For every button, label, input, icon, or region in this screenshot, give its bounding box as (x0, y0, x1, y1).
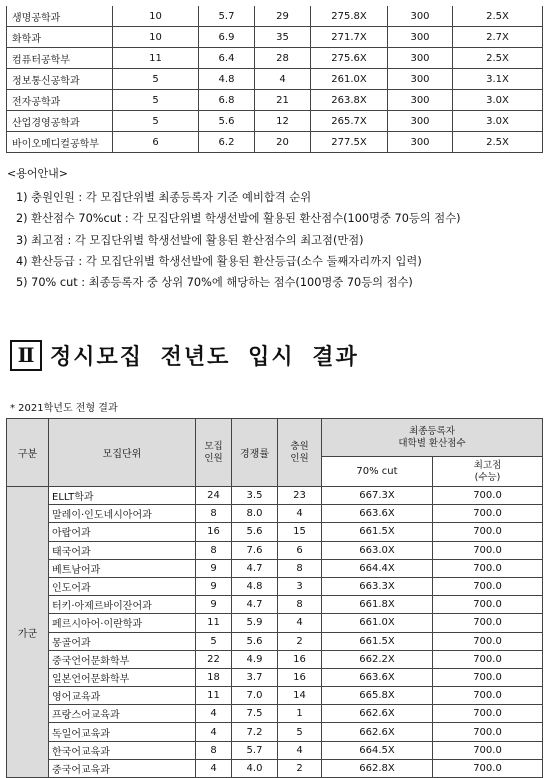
table-row (7, 650, 543, 668)
table-cell: 6 (278, 541, 322, 559)
table-cell: 컴퓨터공학부 (7, 48, 113, 69)
unit-name-cell: 몽골어과 (49, 632, 196, 650)
table-cell: 11 (196, 687, 232, 705)
table-cell: 6.9 (199, 27, 255, 48)
table-row (7, 505, 543, 523)
header-max-line2: (수능) (474, 471, 501, 483)
table-cell: 22 (196, 650, 232, 668)
table-cell: 4 (278, 614, 322, 632)
table-row (7, 523, 543, 541)
table-cell: 700.0 (433, 505, 543, 523)
table-cell: 265.7X (311, 111, 388, 132)
table-cell: 5 (113, 111, 199, 132)
table-cell: 300 (388, 111, 453, 132)
table-cell: 5.6 (232, 523, 278, 541)
admission-results-body (7, 487, 543, 778)
table-cell: 정보통신공학과 (7, 69, 113, 90)
table-cell: 661.0X (322, 614, 433, 632)
table-cell: 3 (278, 577, 322, 595)
table-cell: 2.7X (453, 27, 543, 48)
table-cell: 700.0 (433, 577, 543, 595)
table-row (7, 723, 543, 741)
table-cell: 300 (388, 69, 453, 90)
table-cell: 261.0X (311, 69, 388, 90)
table-cell: 700.0 (433, 614, 543, 632)
table-cell: 700.0 (433, 523, 543, 541)
table-cell: 8.0 (232, 505, 278, 523)
table-cell: 2.5X (453, 48, 543, 69)
table-cell: 2 (278, 759, 322, 777)
header-cut70: 70% cut (322, 457, 433, 487)
table-cell: 8 (196, 505, 232, 523)
table-cell: 275.8X (311, 6, 388, 27)
table-cell: 산업경영공학과 (7, 111, 113, 132)
table-row (7, 27, 543, 48)
table-cell: 5 (113, 69, 199, 90)
table-cell: 생명공학과 (7, 6, 113, 27)
table-cell: 8 (196, 741, 232, 759)
table-cell: 2 (278, 632, 322, 650)
unit-name-cell: 영어교육과 (49, 687, 196, 705)
table-cell: 7.5 (232, 705, 278, 723)
unit-name-cell: 아랍어과 (49, 523, 196, 541)
table-cell: 12 (255, 111, 311, 132)
table-cell: 4 (196, 759, 232, 777)
table-row (7, 687, 543, 705)
header-quota-line2: 인원 (204, 452, 223, 464)
table-row (7, 705, 543, 723)
table-cell: 3.5 (232, 487, 278, 505)
table-cell: 29 (255, 6, 311, 27)
table-row (7, 741, 543, 759)
unit-name-cell: 중국언어문화학부 (49, 650, 196, 668)
table-caption: * 2021학년도 전형 결과 (10, 403, 118, 414)
table-row (7, 759, 543, 777)
table-cell: 664.4X (322, 559, 433, 577)
table-cell: 4.0 (232, 759, 278, 777)
unit-name-cell: 터키·아제르바이잔어과 (49, 596, 196, 614)
glossary-item: 3) 최고점 : 각 모집단위별 학생선발에 활용된 환산점수의 최고점(만점) (16, 233, 364, 247)
table-cell: 7.6 (232, 541, 278, 559)
table-cell: 20 (255, 132, 311, 153)
table-cell: 10 (113, 27, 199, 48)
table-cell: 5 (196, 632, 232, 650)
previous-results-table (6, 6, 543, 153)
table-cell: 667.3X (322, 487, 433, 505)
table-cell: 35 (255, 27, 311, 48)
table-cell: 700.0 (433, 705, 543, 723)
table-cell: 3.0X (453, 90, 543, 111)
table-cell: 9 (196, 577, 232, 595)
table-cell: 661.5X (322, 523, 433, 541)
admission-results-table (6, 418, 543, 778)
table-cell: 4.7 (232, 559, 278, 577)
glossary-item: 4) 환산등급 : 각 모집단위별 학생선발에 활용된 환산등급(소수 둘째자리까지 입력) (16, 254, 422, 268)
table-cell: 4 (278, 741, 322, 759)
unit-name-cell: ELLT학과 (49, 487, 196, 505)
table-cell: 300 (388, 132, 453, 153)
header-max-score (433, 457, 543, 487)
header-filled-line2: 인원 (290, 452, 309, 464)
table-cell: 11 (113, 48, 199, 69)
table-row (7, 541, 543, 559)
header-quota-line1: 모집 (204, 440, 223, 452)
table-cell: 2.5X (453, 132, 543, 153)
table-cell: 4.8 (232, 577, 278, 595)
unit-name-cell: 중국어교육과 (49, 759, 196, 777)
table-cell: 9 (196, 559, 232, 577)
table-cell: 16 (196, 523, 232, 541)
table-cell: 700.0 (433, 687, 543, 705)
table-cell: 5.7 (232, 741, 278, 759)
header-quota (196, 419, 232, 487)
header-unit: 모집단위 (49, 419, 196, 487)
table-cell: 24 (196, 487, 232, 505)
table-row (7, 132, 543, 153)
table-cell: 2.5X (453, 6, 543, 27)
unit-name-cell: 프랑스어교육과 (49, 705, 196, 723)
table-cell: 4 (196, 723, 232, 741)
table-cell: 661.8X (322, 596, 433, 614)
table-cell: 4.8 (199, 69, 255, 90)
table-cell: 300 (388, 27, 453, 48)
table-row (7, 632, 543, 650)
table-cell: 6.2 (199, 132, 255, 153)
table-cell: 700.0 (433, 759, 543, 777)
unit-name-cell: 태국어과 (49, 541, 196, 559)
table-cell: 4.7 (232, 596, 278, 614)
table-cell: 6.8 (199, 90, 255, 111)
table-cell: 5 (113, 90, 199, 111)
table-row (7, 559, 543, 577)
table-cell: 663.3X (322, 577, 433, 595)
table-cell: 3.1X (453, 69, 543, 90)
table-cell: 1 (278, 705, 322, 723)
table-cell: 665.8X (322, 687, 433, 705)
table-cell: 700.0 (433, 723, 543, 741)
table-row (7, 614, 543, 632)
table-row (7, 577, 543, 595)
unit-name-cell: 독일어교육과 (49, 723, 196, 741)
table-cell: 700.0 (433, 741, 543, 759)
table-cell: 663.6X (322, 505, 433, 523)
table-cell: 16 (278, 650, 322, 668)
table-cell: 263.8X (311, 90, 388, 111)
table-cell: 700.0 (433, 541, 543, 559)
table-cell: 662.6X (322, 723, 433, 741)
header-max-line1: 최고점 (473, 459, 502, 471)
table-cell: 5.6 (199, 111, 255, 132)
unit-name-cell: 한국어교육과 (49, 741, 196, 759)
table-row (7, 596, 543, 614)
table-cell: 23 (278, 487, 322, 505)
table-cell: 4 (196, 705, 232, 723)
table-cell: 18 (196, 668, 232, 686)
group-label: 가군 (7, 487, 49, 778)
table-cell: 21 (255, 90, 311, 111)
table-cell: 7.2 (232, 723, 278, 741)
glossary-title: <용어안내> (7, 167, 68, 180)
table-cell: 700.0 (433, 650, 543, 668)
glossary-item: 2) 환산점수 70%cut : 각 모집단위별 학생선발에 활용된 환산점수(100명중 70등의 점수) (16, 212, 461, 226)
table-cell: 700.0 (433, 596, 543, 614)
table-cell: 화학과 (7, 27, 113, 48)
table-cell: 14 (278, 687, 322, 705)
table-cell: 8 (278, 596, 322, 614)
table-cell: 5.6 (232, 632, 278, 650)
table-cell: 4 (255, 69, 311, 90)
header-final-line2: 대학별 환산점수 (398, 437, 466, 449)
header-group: 구분 (7, 419, 49, 487)
table-cell: 661.5X (322, 632, 433, 650)
table-row (7, 48, 543, 69)
table-cell: 8 (196, 541, 232, 559)
table-cell: 8 (278, 559, 322, 577)
table-cell: 5 (278, 723, 322, 741)
unit-name-cell: 일본언어문화학부 (49, 668, 196, 686)
table-cell: 28 (255, 48, 311, 69)
table-cell: 275.6X (311, 48, 388, 69)
table-cell: 663.0X (322, 541, 433, 559)
table-cell: 11 (196, 614, 232, 632)
unit-name-cell: 인도어과 (49, 577, 196, 595)
glossary-item: 1) 충원인원 : 각 모집단위별 최종등록자 기준 예비합격 순위 (16, 191, 312, 204)
table-row (7, 90, 543, 111)
table-cell: 271.7X (311, 27, 388, 48)
table-cell: 300 (388, 90, 453, 111)
table-cell: 700.0 (433, 487, 543, 505)
table-cell: 664.5X (322, 741, 433, 759)
table-cell: 7.0 (232, 687, 278, 705)
table-cell: 4 (278, 505, 322, 523)
unit-name-cell: 말레이·인도네시아어과 (49, 505, 196, 523)
previous-results-body (7, 6, 543, 153)
header-filled (278, 419, 322, 487)
table-row (7, 111, 543, 132)
glossary (7, 165, 543, 293)
section-title: 정시모집 전년도 입시 결과 (50, 344, 359, 370)
table-cell: 4.9 (232, 650, 278, 668)
table-cell: 662.6X (322, 705, 433, 723)
table-row (7, 487, 543, 505)
table-cell: 바이오메디컬공학부 (7, 132, 113, 153)
table-cell: 10 (113, 6, 199, 27)
header-final-registrant (322, 419, 543, 457)
table-cell: 700.0 (433, 632, 543, 650)
table-row (7, 69, 543, 90)
table-cell: 9 (196, 596, 232, 614)
header-final-line1: 최종등록자 (409, 425, 455, 437)
table-cell: 663.6X (322, 668, 433, 686)
table-cell: 662.8X (322, 759, 433, 777)
table-cell: 300 (388, 48, 453, 69)
table-cell: 277.5X (311, 132, 388, 153)
header-competition: 경쟁률 (232, 419, 278, 487)
table-cell: 6 (113, 132, 199, 153)
header-filled-line1: 충원 (290, 440, 309, 452)
glossary-item: 5) 70% cut : 최종등록자 중 상위 70%에 해당하는 점수(100명중 70등의 점수) (16, 276, 413, 290)
section-heading (10, 338, 359, 372)
table-cell: 3.0X (453, 111, 543, 132)
table-row (7, 6, 543, 27)
table-cell: 5.7 (199, 6, 255, 27)
table-cell: 700.0 (433, 668, 543, 686)
unit-name-cell: 베트남어과 (49, 559, 196, 577)
table-cell: 전자공학과 (7, 90, 113, 111)
table-cell: 6.4 (199, 48, 255, 69)
table-cell: 662.2X (322, 650, 433, 668)
unit-name-cell: 페르시아어·이란학과 (49, 614, 196, 632)
table-cell: 3.7 (232, 668, 278, 686)
table-cell: 300 (388, 6, 453, 27)
table-cell: 5.9 (232, 614, 278, 632)
section-number-box: Ⅱ (10, 340, 42, 371)
table-cell: 15 (278, 523, 322, 541)
table-cell: 16 (278, 668, 322, 686)
table-cell: 700.0 (433, 559, 543, 577)
table-row (7, 668, 543, 686)
